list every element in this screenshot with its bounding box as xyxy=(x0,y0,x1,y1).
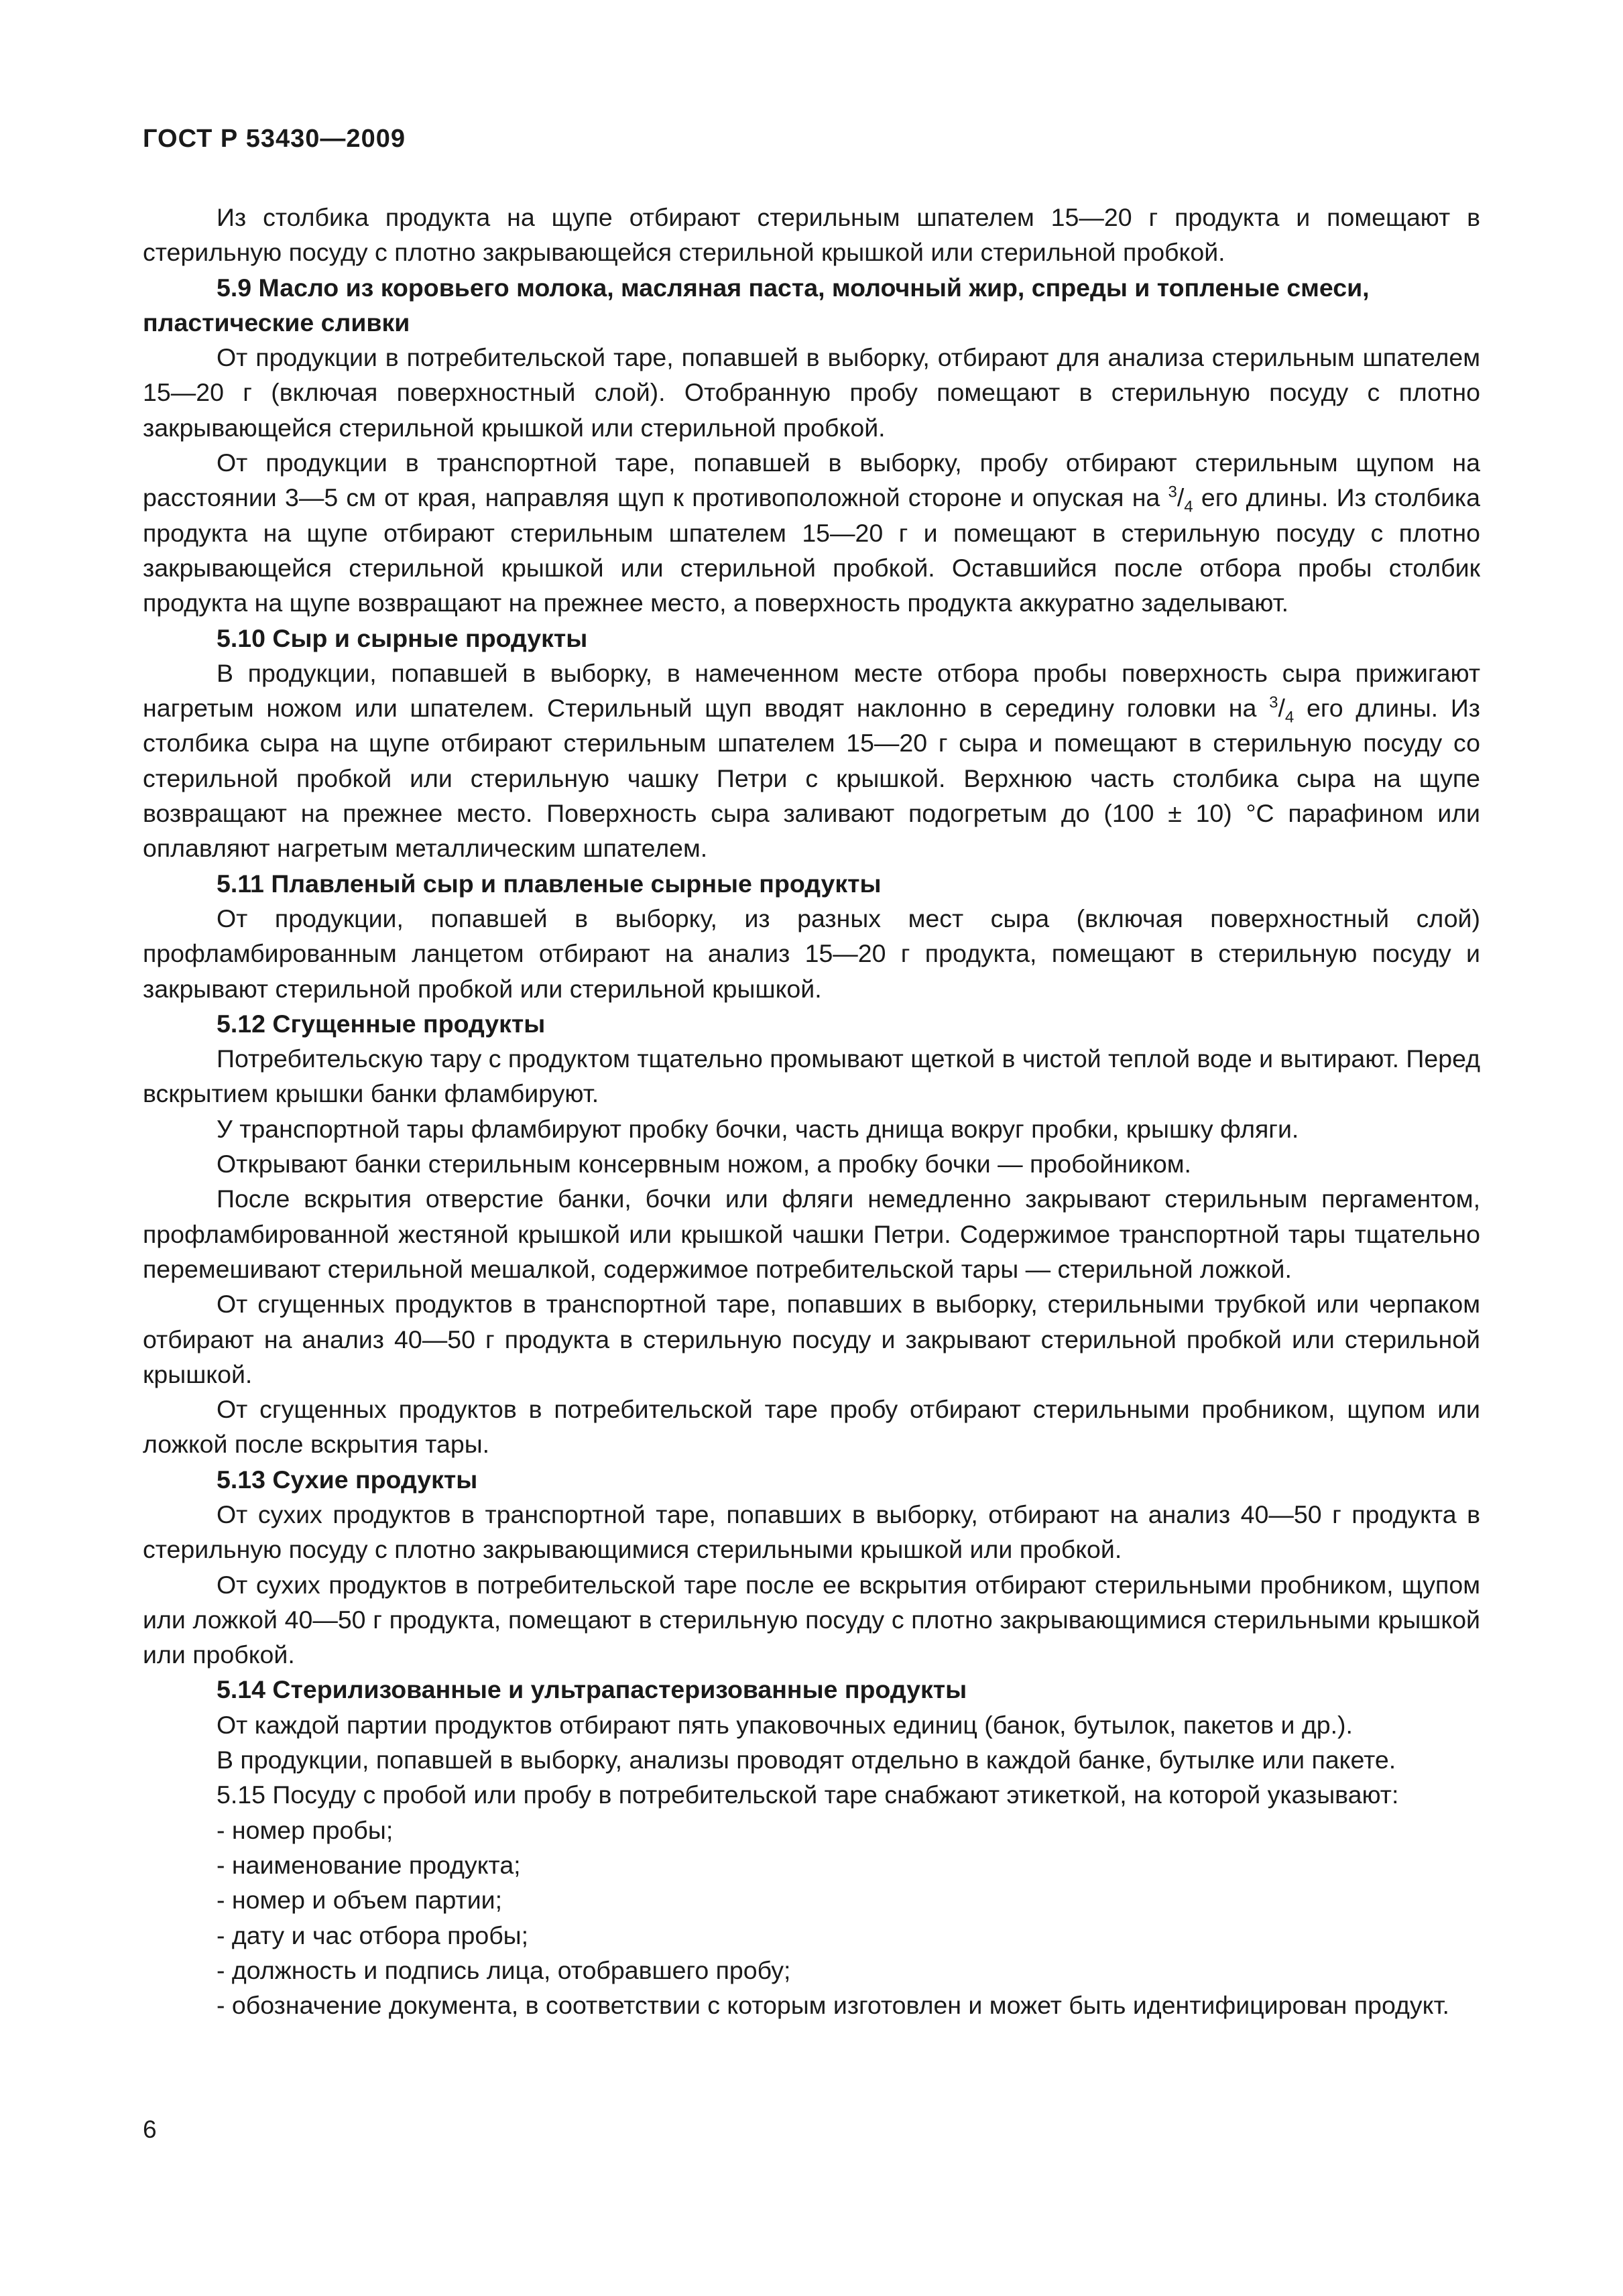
paragraph-5-13-1: От сухих продуктов в транспортной таре, попавших в выборку, отбирают на анализ 40—50 г продукта в стерильную посуду с плотно закрывающимися стерильными крышкой или пробкой. xyxy=(143,1500,1480,1564)
paragraph-5-13-2: От сухих продуктов в потребительской таре после ее вскрытия отбирают стерильными пробником, щупом или ложкой 40—50 г продукта, помещают в стерильную посуду с плотно закрывающимися стерильными крышкой или пробкой. xyxy=(143,1570,1480,1669)
paragraph-5-9-2-part-b: его длины. Из столбика продукта на щупе отбирают стерильным шпателем 15—20 г и помещают в стерильную посуду с плотно закрывающейся стерильной крышкой или стерильной пробкой. Оставшийся после отбора пробы столбик продукта на щупе возвращают на прежнее место, а поверхность продукта аккуратно заделывают. xyxy=(143,483,1480,617)
fraction-separator: / xyxy=(1278,694,1285,723)
paragraph-5-9-2-part-a: От продукции в транспортной таре, попавшей в выборку, пробу отбирают стерильным щупом на расстоянии 3—5 см от края, направляя щуп к противоположной стороне и опуская на xyxy=(143,448,1480,512)
fraction-denominator: 4 xyxy=(1284,708,1295,727)
paragraph-5-14-1: От каждой партии продуктов отбирают пять упаковочных единиц (банок, бутылок, пакетов и др.). xyxy=(217,1710,1353,1739)
fraction-separator: / xyxy=(1177,483,1185,512)
section-heading-5-9: 5.9 Масло из коровьего молока, масляная паста, молочный жир, спреды и топленые смеси, пластические сливки xyxy=(143,273,1370,337)
paragraph-5-15: 5.15 Посуду с пробой или пробу в потребительской таре снабжают этикеткой, на которой указывают: xyxy=(217,1780,1399,1809)
section-heading-5-13: 5.13 Сухие продукты xyxy=(217,1465,478,1494)
list-item: - наименование продукта; xyxy=(217,1850,521,1879)
fraction-numerator: 3 xyxy=(1168,483,1177,501)
section-heading-5-12: 5.12 Сгущенные продукты xyxy=(217,1009,546,1038)
document-body xyxy=(143,200,1480,2022)
paragraph-intro: Из столбика продукта на щупе отбирают стерильным шпателем 15—20 г продукта и помещают в стерильную посуду с плотно закрывающейся стерильной крышкой или стерильной пробкой. xyxy=(143,203,1480,267)
paragraph-5-12-4: После вскрытия отверстие банки, бочки или фляги немедленно закрывают стерильным пергаментом, профламбированной жестяной крышкой или крышкой чашки Петри. Содержимое транспортной тары тщательно перемешивают стерильной мешалкой, содержимое потребительской тары — стерильной ложкой. xyxy=(143,1185,1480,1283)
paragraph-5-9-2 xyxy=(143,445,1480,620)
paragraph-5-10-part-a: В продукции, попавшей в выборку, в намеченном месте отбора пробы поверхность сыра прижигают нагретым ножом или шпателем. Стерильный щуп вводят наклонно в середину головки на xyxy=(143,658,1480,723)
paragraph-5-10-part-b: его длины. Из столбика сыра на щупе отбирают стерильным шпателем 15—20 г сыра и помещают в стерильную посуду со стерильной пробкой или стерильную чашку Петри с крышкой. Верхнюю часть столбика сыра на щупе возвращают на прежнее место. Поверхность сыра заливают подогретым до (100 ± 10) °С парафином или оплавляют нагретым металлическим шпателем. xyxy=(143,694,1480,863)
paragraph-5-9-1: От продукции в потребительской таре, попавшей в выборку, отбирают для анализа стерильным шпателем 15—20 г (включая поверхностный слой). Отобранную пробу помещают в стерильную посуду с плотно закрывающейся стерильной крышкой или стерильной пробкой. xyxy=(143,343,1480,442)
paragraph-5-12-5: От сгущенных продуктов в транспортной таре, попавших в выборку, стерильными трубкой или черпаком отбирают на анализ 40—50 г продукта в стерильную посуду и закрывают стерильной пробкой или стерильной крышкой. xyxy=(143,1290,1480,1388)
document-header: ГОСТ Р 53430—2009 xyxy=(143,125,406,153)
fraction-denominator: 4 xyxy=(1184,497,1193,516)
paragraph-5-12-6: От сгущенных продуктов в потребительской таре пробу отбирают стерильными пробником, щупом или ложкой после вскрытия тары. xyxy=(143,1395,1480,1459)
paragraph-5-10 xyxy=(143,656,1480,866)
paragraph-5-14-2: В продукции, попавшей в выборку, анализы проводят отдельно в каждой банке, бутылке или пакете. xyxy=(217,1746,1396,1774)
paragraph-5-12-2: У транспортной тары фламбируют пробку бочки, часть днища вокруг пробки, крышку фляги. xyxy=(217,1114,1299,1143)
fraction-three-quarters xyxy=(1168,483,1193,516)
list-item: - номер и объем партии; xyxy=(217,1886,503,1915)
paragraph-5-12-1: Потребительскую тару с продуктом тщательно промывают щеткой в чистой теплой воде и вытирают. Перед вскрытием крышки банки фламбируют. xyxy=(143,1044,1480,1108)
section-heading-5-11: 5.11 Плавленый сыр и плавленые сырные продукты xyxy=(217,869,882,898)
paragraph-5-12-3: Открывают банки стерильным консервным ножом, а пробку бочки — пробойником. xyxy=(217,1150,1191,1179)
fraction-three-quarters xyxy=(1269,693,1295,727)
list-item: - дату и час отбора пробы; xyxy=(217,1921,529,1949)
list-item: - обозначение документа, в соответствии с которым изготовлен и может быть идентифицирован продукт. xyxy=(217,1991,1449,2020)
page-number: 6 xyxy=(143,2116,157,2143)
paragraph-5-11: От продукции, попавшей в выборку, из разных мест сыра (включая поверхностный слой) профламбированным ланцетом отбирают на анализ 15—20 г продукта, помещают в стерильную посуду и закрывают стерильной пробкой или стерильной крышкой. xyxy=(143,904,1480,1003)
fraction-numerator: 3 xyxy=(1269,693,1278,712)
section-heading-5-14: 5.14 Стерилизованные и ультрапастеризованные продукты xyxy=(217,1675,967,1704)
list-item: - должность и подпись лица, отобравшего пробу; xyxy=(217,1955,791,1984)
section-heading-5-10: 5.10 Сыр и сырные продукты xyxy=(217,623,588,652)
list-item: - номер пробы; xyxy=(217,1815,394,1844)
